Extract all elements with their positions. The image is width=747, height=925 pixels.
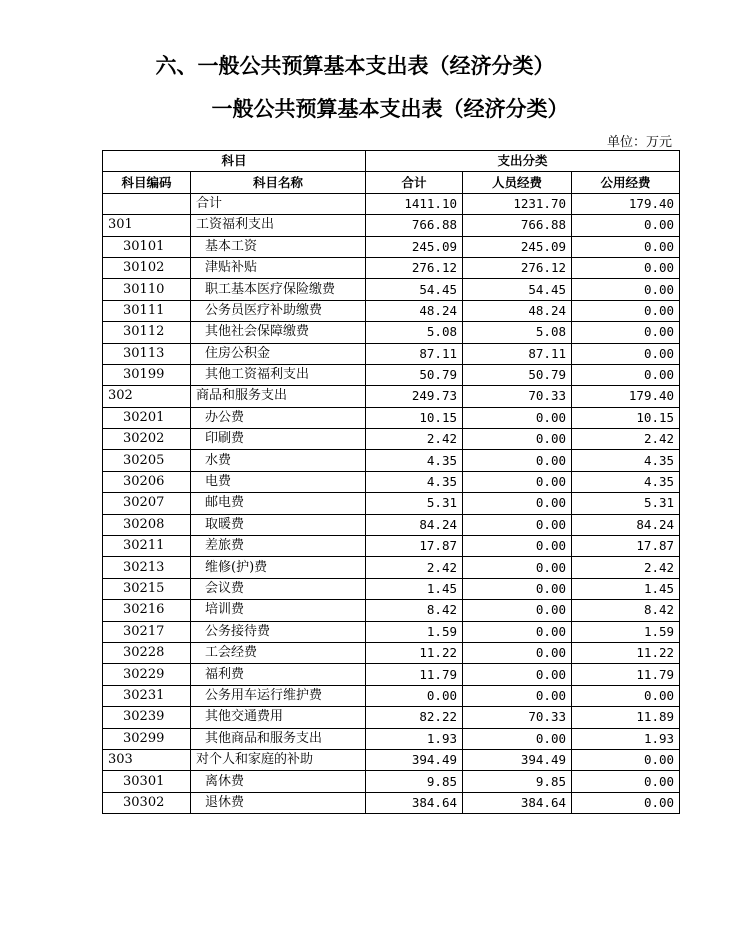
- cell-public: 2.42: [572, 429, 680, 450]
- cell-personnel: 48.24: [463, 300, 572, 321]
- table-row: [103, 343, 680, 364]
- cell-personnel: 0.00: [463, 642, 572, 663]
- cell-total: 84.24: [366, 514, 463, 535]
- cell-personnel: 0.00: [463, 557, 572, 578]
- cell-name: 合计: [191, 193, 366, 214]
- cell-code: 302: [103, 386, 191, 407]
- cell-total: 4.35: [366, 450, 463, 471]
- cell-code: [103, 193, 191, 214]
- cell-code: 30110: [103, 279, 191, 300]
- table-row: [103, 236, 680, 257]
- table-row: [103, 792, 680, 813]
- cell-name: 取暖费: [191, 514, 366, 535]
- header-total: 合计: [366, 172, 463, 193]
- cell-public: 0.00: [572, 749, 680, 770]
- cell-personnel: 0.00: [463, 450, 572, 471]
- cell-name: 维修(护)费: [191, 557, 366, 578]
- cell-code: 30215: [103, 578, 191, 599]
- cell-code: 30102: [103, 257, 191, 278]
- table-row: [103, 193, 680, 214]
- cell-code: 30231: [103, 685, 191, 706]
- cell-code: 30206: [103, 471, 191, 492]
- cell-total: 17.87: [366, 536, 463, 557]
- table-row: [103, 493, 680, 514]
- cell-personnel: 5.08: [463, 322, 572, 343]
- cell-name: 公务用车运行维护费: [191, 685, 366, 706]
- table-row: [103, 279, 680, 300]
- table-row: [103, 450, 680, 471]
- cell-code: 30217: [103, 621, 191, 642]
- table-row: [103, 685, 680, 706]
- cell-total: 11.79: [366, 664, 463, 685]
- cell-public: 0.00: [572, 792, 680, 813]
- cell-name: 电费: [191, 471, 366, 492]
- cell-total: 766.88: [366, 215, 463, 236]
- table-row: [103, 728, 680, 749]
- cell-public: 4.35: [572, 471, 680, 492]
- cell-personnel: 54.45: [463, 279, 572, 300]
- cell-public: 11.22: [572, 642, 680, 663]
- cell-total: 245.09: [366, 236, 463, 257]
- table-row: [103, 600, 680, 621]
- cell-public: 0.00: [572, 215, 680, 236]
- cell-total: 1411.10: [366, 193, 463, 214]
- table-body: [103, 193, 680, 813]
- cell-public: 0.00: [572, 257, 680, 278]
- cell-name: 基本工资: [191, 236, 366, 257]
- table-row: [103, 514, 680, 535]
- cell-personnel: 245.09: [463, 236, 572, 257]
- cell-total: 54.45: [366, 279, 463, 300]
- cell-total: 1.45: [366, 578, 463, 599]
- table-title: 一般公共预算基本支出表（经济分类）: [211, 97, 569, 121]
- cell-personnel: 384.64: [463, 792, 572, 813]
- cell-personnel: 276.12: [463, 257, 572, 278]
- cell-public: 11.79: [572, 664, 680, 685]
- cell-personnel: 87.11: [463, 343, 572, 364]
- cell-name: 其他工资福利支出: [191, 364, 366, 385]
- header-code: 科目编码: [103, 172, 191, 193]
- cell-name: 其他社会保障缴费: [191, 322, 366, 343]
- cell-public: 179.40: [572, 386, 680, 407]
- table-row: [103, 257, 680, 278]
- cell-name: 退休费: [191, 792, 366, 813]
- cell-name: 工会经费: [191, 642, 366, 663]
- cell-code: 30202: [103, 429, 191, 450]
- cell-name: 商品和服务支出: [191, 386, 366, 407]
- cell-total: 0.00: [366, 685, 463, 706]
- cell-public: 0.00: [572, 343, 680, 364]
- cell-code: 30201: [103, 407, 191, 428]
- table-row: [103, 642, 680, 663]
- header-personnel: 人员经费: [463, 172, 572, 193]
- cell-personnel: 0.00: [463, 664, 572, 685]
- cell-code: 30208: [103, 514, 191, 535]
- cell-total: 82.22: [366, 707, 463, 728]
- cell-total: 276.12: [366, 257, 463, 278]
- cell-code: 30111: [103, 300, 191, 321]
- cell-total: 2.42: [366, 557, 463, 578]
- cell-personnel: 0.00: [463, 429, 572, 450]
- cell-name: 办公费: [191, 407, 366, 428]
- cell-public: 4.35: [572, 450, 680, 471]
- cell-name: 印刷费: [191, 429, 366, 450]
- cell-public: 0.00: [572, 322, 680, 343]
- cell-public: 0.00: [572, 300, 680, 321]
- cell-total: 2.42: [366, 429, 463, 450]
- cell-personnel: 0.00: [463, 493, 572, 514]
- cell-public: 0.00: [572, 236, 680, 257]
- cell-name: 对个人和家庭的补助: [191, 749, 366, 770]
- cell-public: 10.15: [572, 407, 680, 428]
- table-row: [103, 386, 680, 407]
- cell-personnel: 0.00: [463, 600, 572, 621]
- cell-name: 邮电费: [191, 493, 366, 514]
- cell-total: 48.24: [366, 300, 463, 321]
- cell-personnel: 1231.70: [463, 193, 572, 214]
- cell-public: 11.89: [572, 707, 680, 728]
- table-row: [103, 578, 680, 599]
- table-row: [103, 557, 680, 578]
- cell-personnel: 9.85: [463, 771, 572, 792]
- cell-code: 30239: [103, 707, 191, 728]
- cell-total: 9.85: [366, 771, 463, 792]
- table-row: [103, 407, 680, 428]
- cell-code: 30213: [103, 557, 191, 578]
- cell-code: 30101: [103, 236, 191, 257]
- cell-name: 其他交通费用: [191, 707, 366, 728]
- cell-code: 30228: [103, 642, 191, 663]
- unit-label: 单位：万元: [606, 135, 672, 150]
- cell-total: 249.73: [366, 386, 463, 407]
- table-row: [103, 429, 680, 450]
- cell-personnel: 394.49: [463, 749, 572, 770]
- cell-personnel: 0.00: [463, 728, 572, 749]
- cell-code: 30113: [103, 343, 191, 364]
- cell-code: 30207: [103, 493, 191, 514]
- cell-total: 87.11: [366, 343, 463, 364]
- header-name: 科目名称: [191, 172, 366, 193]
- cell-personnel: 50.79: [463, 364, 572, 385]
- table-row: [103, 300, 680, 321]
- cell-name: 离休费: [191, 771, 366, 792]
- cell-public: 2.42: [572, 557, 680, 578]
- expense-table: [102, 150, 680, 814]
- cell-name: 津贴补贴: [191, 257, 366, 278]
- cell-public: 8.42: [572, 600, 680, 621]
- cell-personnel: 0.00: [463, 471, 572, 492]
- cell-public: 84.24: [572, 514, 680, 535]
- cell-total: 10.15: [366, 407, 463, 428]
- cell-total: 394.49: [366, 749, 463, 770]
- cell-public: 1.45: [572, 578, 680, 599]
- cell-code: 30112: [103, 322, 191, 343]
- cell-name: 住房公积金: [191, 343, 366, 364]
- table-row: [103, 771, 680, 792]
- cell-personnel: 0.00: [463, 621, 572, 642]
- table-row: [103, 536, 680, 557]
- cell-code: 30199: [103, 364, 191, 385]
- cell-public: 5.31: [572, 493, 680, 514]
- cell-name: 会议费: [191, 578, 366, 599]
- cell-name: 培训费: [191, 600, 366, 621]
- cell-personnel: 70.33: [463, 707, 572, 728]
- cell-public: 0.00: [572, 685, 680, 706]
- cell-total: 4.35: [366, 471, 463, 492]
- table-row: [103, 749, 680, 770]
- header-subject-group: 科目: [103, 151, 366, 172]
- cell-name: 水费: [191, 450, 366, 471]
- cell-personnel: 70.33: [463, 386, 572, 407]
- cell-name: 其他商品和服务支出: [191, 728, 366, 749]
- header-public: 公用经费: [572, 172, 680, 193]
- cell-code: 30229: [103, 664, 191, 685]
- table-row: [103, 471, 680, 492]
- cell-personnel: 0.00: [463, 578, 572, 599]
- cell-code: 30211: [103, 536, 191, 557]
- cell-name: 公务员医疗补助缴费: [191, 300, 366, 321]
- cell-public: 17.87: [572, 536, 680, 557]
- cell-public: 1.59: [572, 621, 680, 642]
- cell-code: 30299: [103, 728, 191, 749]
- cell-public: 1.93: [572, 728, 680, 749]
- page-title: 六、一般公共预算基本支出表（经济分类）: [155, 54, 555, 78]
- cell-public: 0.00: [572, 771, 680, 792]
- cell-code: 30301: [103, 771, 191, 792]
- table-row: [103, 621, 680, 642]
- cell-name: 工资福利支出: [191, 215, 366, 236]
- cell-total: 11.22: [366, 642, 463, 663]
- table-row: [103, 707, 680, 728]
- cell-name: 职工基本医疗保险缴费: [191, 279, 366, 300]
- header-expense-group: 支出分类: [366, 151, 680, 172]
- cell-name: 公务接待费: [191, 621, 366, 642]
- cell-public: 179.40: [572, 193, 680, 214]
- cell-code: 301: [103, 215, 191, 236]
- cell-personnel: 766.88: [463, 215, 572, 236]
- cell-personnel: 0.00: [463, 536, 572, 557]
- cell-personnel: 0.00: [463, 685, 572, 706]
- cell-code: 30216: [103, 600, 191, 621]
- cell-public: 0.00: [572, 364, 680, 385]
- cell-code: 303: [103, 749, 191, 770]
- table-row: [103, 322, 680, 343]
- table-row: [103, 215, 680, 236]
- cell-personnel: 0.00: [463, 407, 572, 428]
- cell-total: 5.31: [366, 493, 463, 514]
- cell-total: 1.59: [366, 621, 463, 642]
- cell-code: 30302: [103, 792, 191, 813]
- cell-code: 30205: [103, 450, 191, 471]
- cell-name: 福利费: [191, 664, 366, 685]
- cell-public: 0.00: [572, 279, 680, 300]
- cell-total: 50.79: [366, 364, 463, 385]
- table-row: [103, 664, 680, 685]
- cell-total: 1.93: [366, 728, 463, 749]
- table-row: [103, 364, 680, 385]
- cell-total: 384.64: [366, 792, 463, 813]
- cell-total: 8.42: [366, 600, 463, 621]
- cell-personnel: 0.00: [463, 514, 572, 535]
- cell-total: 5.08: [366, 322, 463, 343]
- cell-name: 差旅费: [191, 536, 366, 557]
